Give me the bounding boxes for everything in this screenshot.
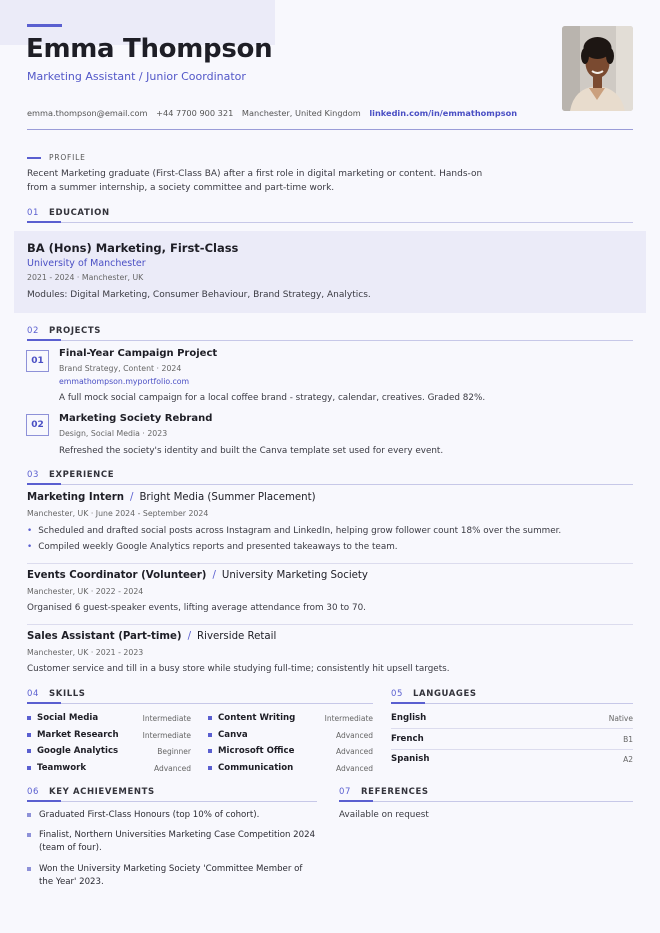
achievement-text: Won the University Marketing Society 'Committee Member of the Year' 2023. [39, 864, 303, 887]
project-link[interactable]: emmathompson.myportfolio.com [59, 377, 190, 386]
section-title: EDUCATION [49, 208, 110, 218]
skill-name: Social Media [37, 713, 99, 723]
section-number: 07 [339, 787, 352, 797]
skill-level: Advanced [335, 764, 373, 773]
header-accent-bar [27, 24, 62, 27]
skill-bullet [208, 716, 212, 720]
education-modules: Modules: Digital Marketing, Consumer Behaviour, Brand Strategy, Analytics. [27, 290, 371, 300]
bullet-text: Scheduled and drafted social posts across Instagram and LinkedIn, helping grow follower count 18% over the summer. [38, 526, 562, 536]
experience-title [27, 631, 276, 642]
skill-level: Beginner [157, 747, 191, 756]
skill-level: Intermediate [142, 731, 191, 740]
references-text: Available on request [339, 810, 429, 820]
section-number: 04 [27, 689, 40, 699]
profile-summary: Recent Marketing graduate (First-Class BA) after a first role in digital marketing or content. Hands-on from a summer internship, a society committee and part-time work. [27, 169, 483, 193]
project-number-badge: 01 [26, 350, 49, 372]
section-number: 05 [391, 689, 404, 699]
experience-title [27, 570, 368, 581]
experience-bullet [27, 526, 561, 536]
experience-description: Organised 6 guest-speaker events, lifting average attendance from 30 to 70. [27, 603, 366, 613]
section-number: 01 [27, 208, 40, 218]
skill-item [27, 763, 86, 773]
project-title: Final-Year Campaign Project [59, 348, 218, 359]
title-separator: / [187, 631, 192, 642]
section-number: 06 [27, 787, 40, 797]
section-title: PROJECTS [49, 326, 101, 336]
project-number-badge: 02 [26, 414, 49, 436]
section-divider [27, 340, 633, 341]
skill-name: Canva [218, 730, 248, 740]
references-heading [339, 787, 429, 797]
section-title: LANGUAGES [413, 689, 477, 699]
section-divider [339, 801, 633, 802]
title-separator: / [130, 492, 134, 503]
candidate-role: Marketing Assistant / Junior Coordinator [27, 70, 246, 83]
section-divider [27, 703, 373, 704]
experience-bullet [27, 542, 398, 552]
achievements-heading [27, 787, 155, 797]
section-accent [27, 702, 61, 704]
skill-bullet [208, 733, 212, 737]
skill-bullet [27, 766, 31, 770]
achievement-bullet [27, 867, 31, 871]
bullet-text: Compiled weekly Google Analytics reports and presented takeaways to the team. [38, 542, 398, 552]
language-level: A2 [623, 755, 633, 764]
section-title: KEY ACHIEVEMENTS [49, 787, 155, 797]
skill-bullet [208, 766, 212, 770]
project-meta: Design, Social Media · 2023 [59, 429, 168, 438]
section-accent [27, 800, 61, 802]
skill-level: Advanced [335, 747, 373, 756]
skill-name: Teamwork [37, 763, 87, 773]
profile-accent-dash [27, 157, 41, 159]
location-text: Manchester, United Kingdom [241, 108, 361, 118]
achievement-text: Graduated First-Class Honours (top 10% of cohort). [39, 810, 260, 820]
job-role: Sales Assistant (Part-time) [27, 631, 182, 642]
experience-meta: Manchester, UK · June 2024 - September 2024 [27, 509, 209, 518]
skill-name: Content Writing [218, 713, 296, 723]
skill-name: Communication [218, 763, 294, 773]
portrait-image [562, 26, 633, 111]
achievement-bullet [27, 813, 31, 817]
skills-heading [27, 689, 85, 699]
section-divider [391, 703, 633, 704]
language-divider [391, 749, 633, 750]
section-accent [391, 702, 425, 704]
language-name: English [391, 713, 427, 723]
experience-description: Customer service and till in a busy store while studying full-time; consistently hit upsell targets. [27, 664, 450, 674]
language-divider [391, 728, 633, 729]
project-title: Marketing Society Rebrand [59, 413, 213, 424]
linkedin-link[interactable]: linkedin.com/in/emmathompson [369, 108, 518, 118]
job-org: Bright Media (Summer Placement) [139, 492, 316, 503]
contact-line [27, 108, 523, 118]
project-description: Refreshed the society's identity and built the Canva template set used for every event. [59, 446, 444, 456]
email-text[interactable]: emma.thompson@email.com [27, 108, 148, 118]
section-accent [27, 483, 61, 485]
section-title: REFERENCES [361, 787, 429, 797]
skill-item [27, 730, 119, 740]
job-role: Marketing Intern [27, 492, 124, 503]
candidate-name: Emma Thompson [26, 34, 273, 64]
section-accent [27, 339, 61, 341]
bullet-dot: • [27, 526, 33, 536]
section-number: 02 [27, 326, 40, 336]
section-divider [27, 484, 633, 485]
skill-name: Microsoft Office [218, 746, 295, 756]
experience-title [27, 492, 316, 503]
skill-item [208, 746, 294, 756]
skill-level: Intermediate [142, 714, 191, 723]
bullet-dot: • [27, 542, 33, 552]
achievement-bullet [27, 833, 31, 837]
skill-level: Advanced [153, 764, 191, 773]
header-divider [27, 129, 633, 130]
profile-photo [562, 26, 633, 111]
project-description: A full mock social campaign for a local coffee brand - strategy, calendar, creatives. Graded 82%. [59, 393, 486, 403]
skill-level: Intermediate [324, 714, 373, 723]
skill-item [27, 746, 118, 756]
skill-bullet [208, 749, 212, 753]
section-accent [339, 800, 373, 802]
experience-divider [27, 563, 633, 564]
skill-bullet [27, 716, 31, 720]
achievement-item [27, 829, 317, 855]
title-separator: / [212, 570, 216, 581]
school-name: University of Manchester [27, 258, 146, 269]
language-name: Spanish [391, 754, 430, 764]
education-heading [27, 208, 110, 218]
projects-heading [27, 326, 101, 336]
section-divider [27, 801, 317, 802]
skill-bullet [27, 733, 31, 737]
section-accent [27, 221, 61, 223]
skill-level: Advanced [335, 731, 373, 740]
section-divider [27, 222, 633, 223]
achievement-text: Finalist, Northern Universities Marketing Case Competition 2024 (team of four). [39, 830, 316, 853]
experience-divider [27, 624, 633, 625]
skill-name: Google Analytics [37, 746, 119, 756]
job-org: Riverside Retail [197, 631, 277, 642]
language-name: French [391, 734, 424, 744]
experience-meta: Manchester, UK · 2021 - 2023 [27, 648, 144, 657]
education-meta: 2021 - 2024 · Manchester, UK [27, 273, 144, 282]
skill-bullet [27, 749, 31, 753]
skill-item [208, 763, 293, 773]
skill-item [208, 713, 295, 723]
section-number: 03 [27, 470, 40, 480]
achievement-item [27, 809, 317, 822]
skill-name: Market Research [37, 730, 119, 740]
project-meta: Brand Strategy, Content · 2024 [59, 364, 182, 373]
job-org: University Marketing Society [221, 570, 368, 581]
phone-text[interactable]: +44 7700 900 321 [156, 108, 234, 118]
languages-heading [391, 689, 477, 699]
experience-heading [27, 470, 114, 480]
profile-heading: PROFILE [49, 153, 86, 162]
job-role: Events Coordinator (Volunteer) [27, 570, 207, 581]
section-title: SKILLS [49, 689, 86, 699]
experience-meta: Manchester, UK · 2022 - 2024 [27, 587, 144, 596]
achievement-item [27, 863, 317, 889]
degree-title: BA (Hons) Marketing, First-Class [27, 241, 239, 255]
language-level: B1 [623, 735, 633, 744]
section-title: EXPERIENCE [49, 470, 115, 480]
language-level: Native [608, 714, 633, 723]
skill-item [27, 713, 98, 723]
skill-item [208, 730, 248, 740]
